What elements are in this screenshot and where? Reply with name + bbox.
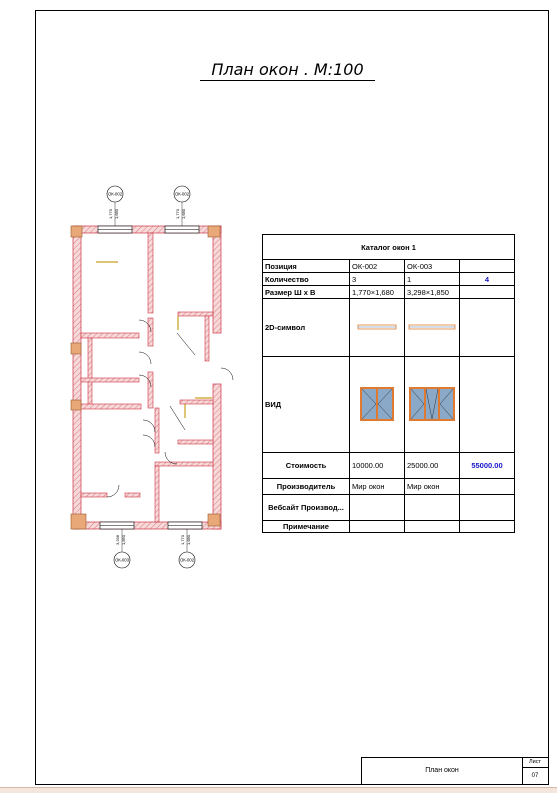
window-2d-symbol-icon — [408, 323, 456, 331]
tag-bottom-left-id: ОК-003 — [114, 557, 130, 563]
label-quantity: Количество — [263, 273, 350, 286]
door-highlights — [96, 262, 212, 418]
website-total — [460, 495, 515, 521]
columns — [71, 226, 220, 529]
position-ok002: ОК-002 — [350, 260, 405, 273]
sheet-list-label: Лист — [522, 758, 548, 768]
label-cost: Стоимость — [263, 453, 350, 479]
size-total — [460, 286, 515, 299]
manufacturer-ok003: Мир окон — [405, 479, 460, 495]
tag-top-right-id: ОК-002 — [174, 191, 190, 197]
tag-bottom-right-id: ОК-002 — [179, 557, 195, 563]
catalog-row-manufacturer — [263, 479, 515, 495]
tag-bottom-left-height: 1,850 — [121, 534, 126, 546]
sheet-list-number: 07 — [531, 773, 539, 779]
size-ok002: 1,770×1,680 — [350, 286, 405, 299]
label-symbol2d: 2D-символ — [263, 299, 350, 357]
label-position: Позиция — [263, 260, 350, 273]
title-block — [361, 757, 549, 785]
tag-bottom-right-height: 1,680 — [186, 534, 191, 546]
website-ok003 — [405, 495, 460, 521]
tag-bottom-left-width: 3,298 — [115, 534, 120, 546]
symbol2d-ok003 — [405, 299, 460, 357]
outer-walls — [73, 226, 221, 529]
label-manufacturer: Производитель — [263, 479, 350, 495]
label-website: Вебсайт Производ... — [263, 495, 350, 521]
catalog-row-symbol2d — [263, 299, 515, 357]
interior-walls — [81, 233, 213, 522]
catalog-row-cost — [263, 453, 515, 479]
window-2d-symbol-icon — [357, 323, 397, 331]
cost-total: 55000.00 — [460, 453, 515, 479]
label-note: Примечание — [263, 521, 350, 533]
view-ok002 — [350, 357, 405, 453]
window-catalog-table — [262, 234, 515, 533]
window-elevation-icon — [359, 386, 395, 422]
cost-ok003: 25000.00 — [405, 453, 460, 479]
size-ok003: 3,298×1,850 — [405, 286, 460, 299]
tag-top-right-width: 1,770 — [175, 208, 180, 220]
quantity-total: 4 — [460, 273, 515, 286]
view-total — [460, 357, 515, 453]
tag-top-left-width: 1,770 — [108, 208, 113, 220]
cost-ok002: 10000.00 — [350, 453, 405, 479]
symbol2d-total — [460, 299, 515, 357]
quantity-ok002: 3 — [350, 273, 405, 286]
tag-bottom-right-width: 1,770 — [180, 534, 185, 546]
manufacturer-total — [460, 479, 515, 495]
catalog-row-size — [263, 286, 515, 299]
floor-plan — [60, 180, 240, 575]
catalog-row-view — [263, 357, 515, 453]
tag-top-right-height: 1,680 — [181, 208, 186, 220]
catalog-title-row — [263, 235, 515, 260]
quantity-ok003: 1 — [405, 273, 460, 286]
note-total — [460, 521, 515, 533]
manufacturer-ok002: Мир окон — [350, 479, 405, 495]
bottom-strip — [0, 787, 557, 793]
tag-top-left-id: ОК-002 — [107, 191, 123, 197]
view-ok003 — [405, 357, 460, 453]
label-size: Размер Ш x В — [263, 286, 350, 299]
tag-top-left-height: 1,680 — [114, 208, 119, 220]
catalog-title: Каталог окон 1 — [263, 235, 515, 260]
label-view: ВИД — [263, 357, 350, 453]
catalog-row-quantity — [263, 273, 515, 286]
position-total — [460, 260, 515, 273]
drawing-title: План окон . М:100 — [200, 60, 375, 81]
window-elevation-icon — [408, 386, 456, 422]
note-ok003 — [405, 521, 460, 533]
sheet-name: План окон — [362, 758, 523, 784]
position-ok003: ОК-003 — [405, 260, 460, 273]
symbol2d-ok002 — [350, 299, 405, 357]
catalog-row-position — [263, 260, 515, 273]
note-ok002 — [350, 521, 405, 533]
catalog-row-website — [263, 495, 515, 521]
website-ok002 — [350, 495, 405, 521]
catalog-row-note — [263, 521, 515, 533]
